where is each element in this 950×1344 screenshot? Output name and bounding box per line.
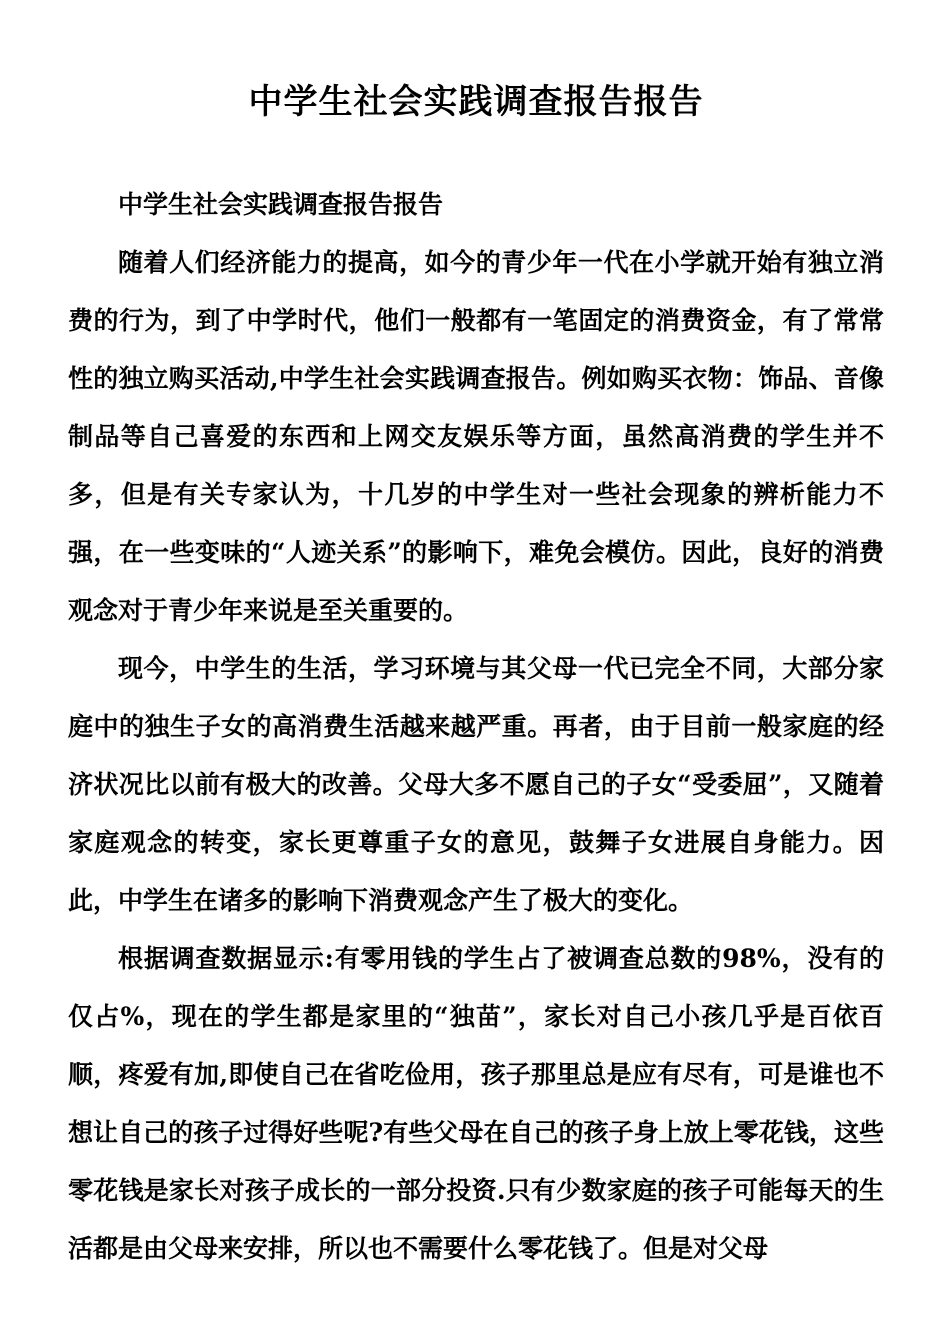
paragraph-subtitle: 中学生社会实践调查报告报告 (118, 190, 444, 219)
document-body (68, 176, 884, 1278)
paragraph-2: 现今，中学生的生活，学习环境与其父母一代已完全不同，大部分家庭中的独生子女的高消费生活越来越严重。再者，由于目前一般家庭的经济状况比以前有极大的改善。父母大多不愿自己的子女“受委屈”，又随着家庭观念的转变，家长更尊重子女的意见，鼓舞子女进展自身能力。因此，中学生在诸多的影响下消费观念产生了极大的变化。 (68, 654, 884, 915)
paragraph-1: 随着人们经济能力的提高，如今的青少年一代在小学就开始有独立消费的行为，到了中学时代，他们一般都有一笔固定的消费资金，有了常常性的独立购买活动,中学生社会实践调查报告。例如购买衣物：饰品、音像制品等自己喜爱的东西和上网交友娱乐等方面，虽然高消费的学生并不多，但是有关专家认为，十几岁的中学生对一些社会现象的辨析能力不强，在一些变味的“人迹关系”的影响下，难免会模仿。因此，良好的消费观念对于青少年来说是至关重要的。 (68, 248, 884, 625)
document-title: 中学生社会实践调查报告报告 (248, 82, 704, 122)
paragraph-3: 根据调查数据显示:有零用钱的学生占了被调查总数的98%，没有的仅占%，现在的学生都是家里的“独苗”，家长对自己小孩几乎是百依百顺，疼爱有加,即使自己在省吃俭用，孩子那里总是应有尽有，可是谁也不想让自己的孩子过得好些呢?有些父母在自己的孩子身上放上零花钱，这些零花钱是家长对孩子成长的一部分投资.只有少数家庭的孩子可能每天的生活都是由父母来安排，所以也不需要什么零花钱了。但是对父母 (68, 944, 884, 1263)
